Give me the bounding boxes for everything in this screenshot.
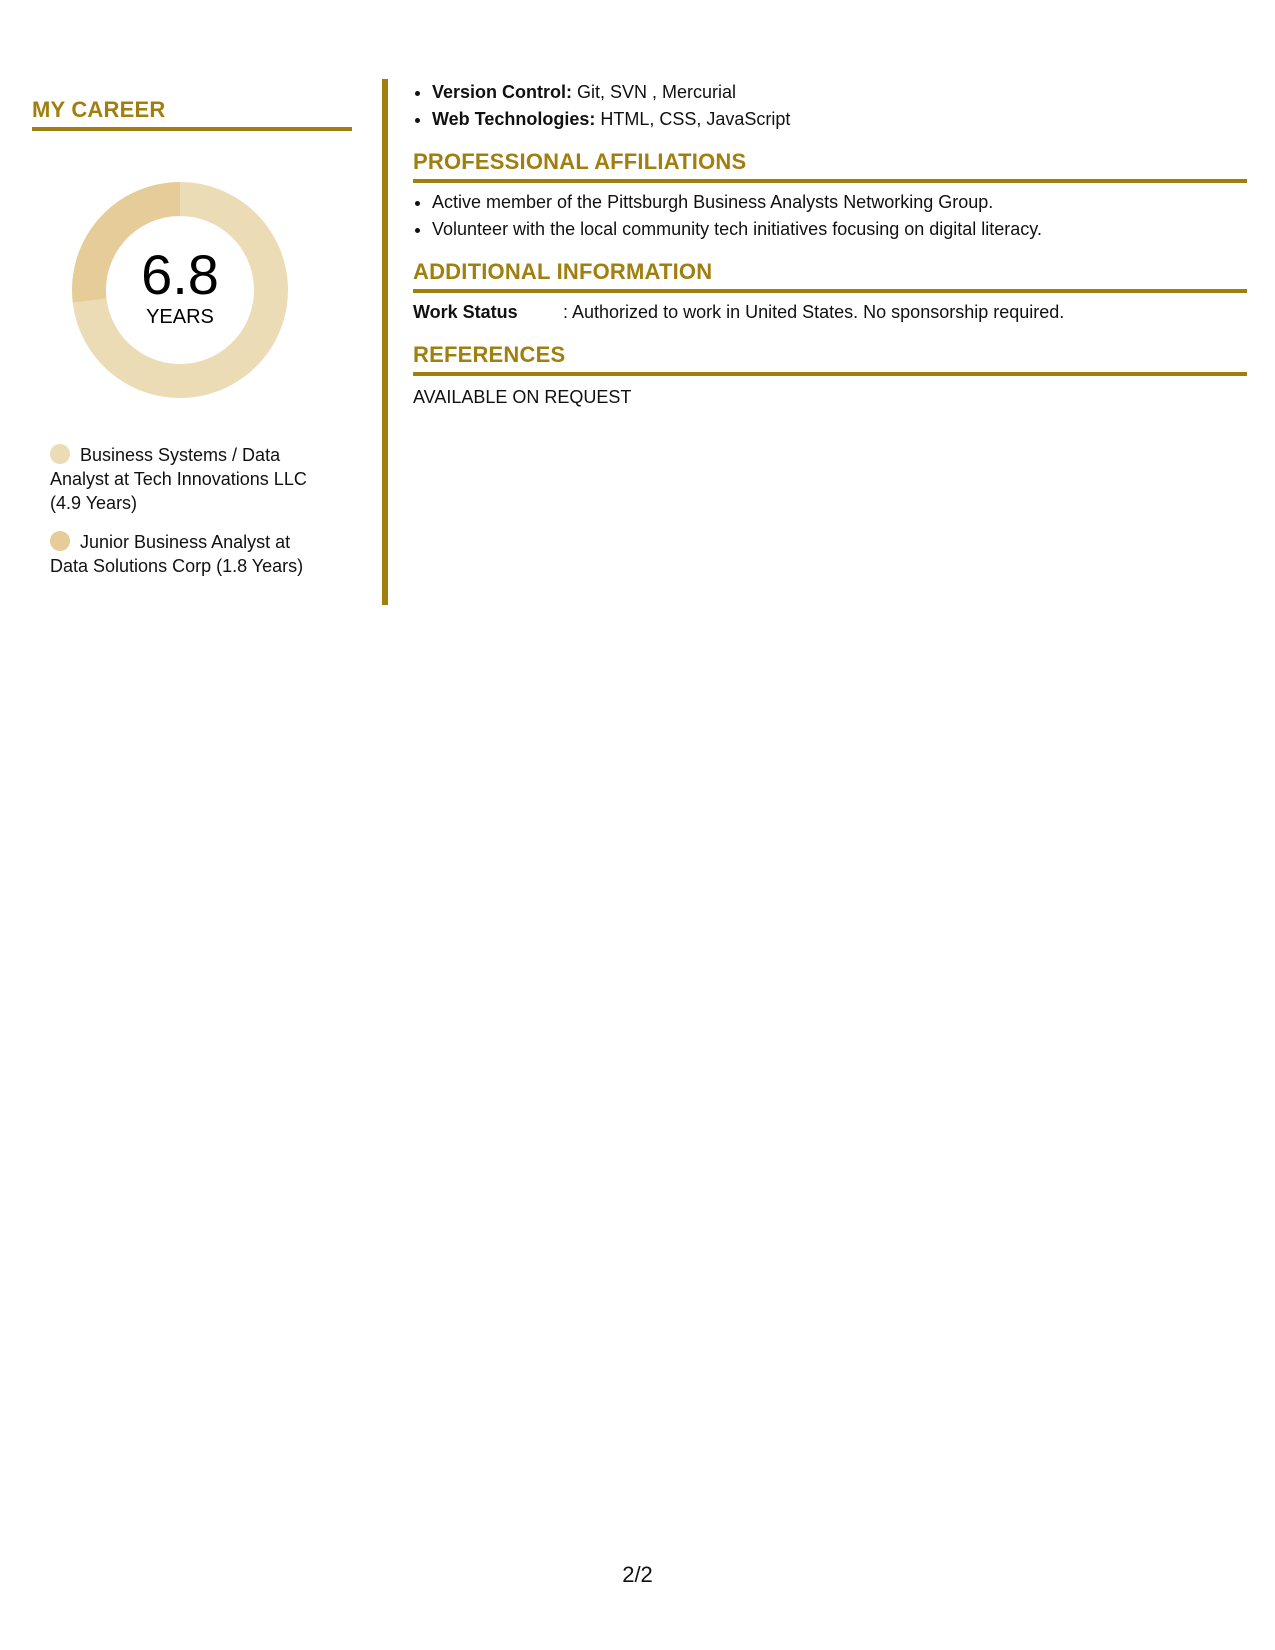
total-years-value: 6.8 bbox=[141, 243, 219, 306]
skills-list bbox=[413, 79, 1247, 133]
skill-item bbox=[432, 79, 1247, 106]
skill-item bbox=[432, 106, 1247, 133]
page-number: 2/2 bbox=[622, 1562, 653, 1587]
career-section bbox=[32, 96, 352, 593]
skill-value: HTML, CSS, JavaScript bbox=[595, 109, 791, 129]
skill-label: Version Control: bbox=[432, 82, 573, 102]
work-status-row bbox=[413, 299, 1247, 326]
legend-item bbox=[50, 530, 330, 578]
legend-label: Junior Business Analyst at Data Solutions Corp (1.8 Years) bbox=[50, 532, 304, 576]
legend-dot-icon bbox=[50, 444, 70, 464]
affiliation-item: • Volunteer with the local community tech initiatives focusing on digital literacy. bbox=[432, 216, 1247, 243]
additional-info-heading: ADDITIONAL INFORMATION bbox=[413, 258, 1247, 293]
main-content bbox=[413, 79, 1247, 411]
column-divider bbox=[382, 79, 388, 605]
legend-item bbox=[50, 443, 330, 515]
career-donut-chart bbox=[65, 175, 295, 405]
donut-center bbox=[65, 175, 295, 405]
work-status-value: : Authorized to work in United States. No sponsorship required. bbox=[563, 302, 1065, 322]
references-text: AVAILABLE ON REQUEST bbox=[413, 387, 632, 407]
total-years-unit: YEARS bbox=[146, 306, 214, 328]
skill-value: Git, SVN , Mercurial bbox=[572, 82, 737, 102]
references-heading: REFERENCES bbox=[413, 341, 1247, 376]
skill-label: Web Technologies: bbox=[432, 109, 596, 129]
career-legend bbox=[50, 443, 330, 578]
affiliations-heading: PROFESSIONAL AFFILIATIONS bbox=[413, 148, 1247, 183]
career-heading: MY CAREER bbox=[32, 96, 352, 131]
affiliations-list bbox=[413, 189, 1247, 243]
work-status-label: Work Status bbox=[413, 302, 518, 322]
legend-dot-icon bbox=[50, 531, 70, 551]
legend-label: Business Systems / Data Analyst at Tech Innovations LLC (4.9 Years) bbox=[50, 445, 307, 513]
affiliation-item: • Active member of the Pittsburgh Business Analysts Networking Group. bbox=[432, 189, 1247, 216]
